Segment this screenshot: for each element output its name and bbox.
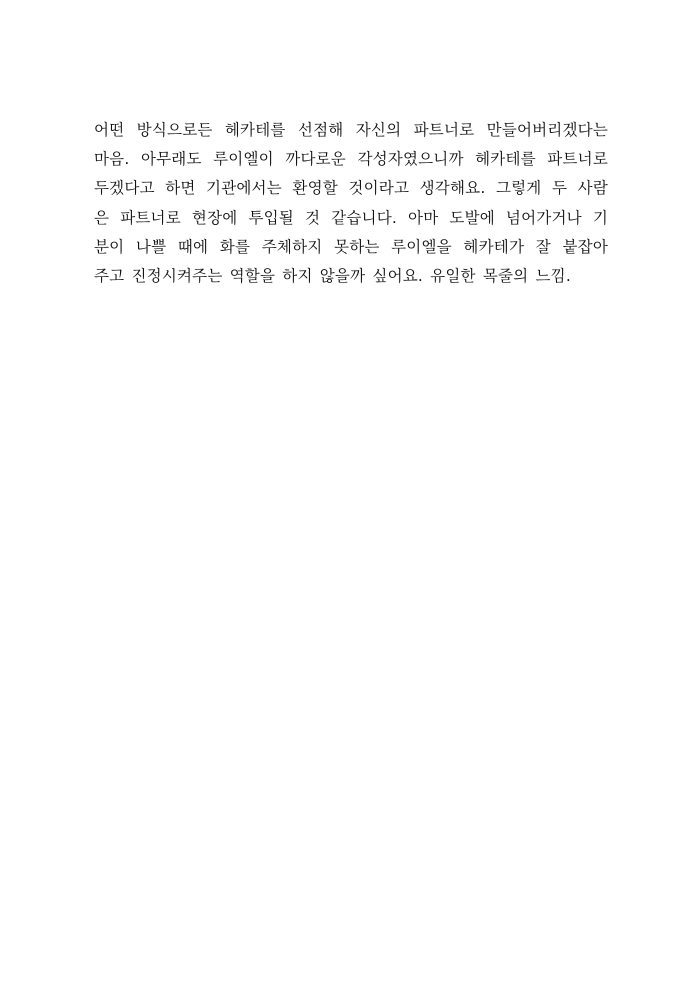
paragraph-line: 은 파트너로 현장에 투입될 것 같습니다. 아마 도발에 넘어가거나 기	[94, 208, 608, 227]
paragraph-line: 어떤 방식으로든 헤카테를 선점해 자신의 파트너로 만들어버리겠다는	[94, 121, 608, 139]
body-paragraph	[94, 116, 608, 291]
paragraph-line: 분이 나쁠 때에 화를 주체하지 못하는 루이엘을 헤카테가 잘 붙잡아	[94, 237, 608, 256]
paragraph-line: 마음. 아무래도 루이엘이 까다로운 각성자였으니까 헤카테를 파트너로	[94, 150, 608, 169]
paragraph-line: 두겠다고 하면 기관에서는 환영할 것이라고 생각해요. 그렇게 두 사람	[94, 179, 608, 198]
paragraph-line: 주고 진정시켜주는 역할을 하지 않을까 싶어요. 유일한 목줄의 느낌.	[94, 266, 571, 285]
